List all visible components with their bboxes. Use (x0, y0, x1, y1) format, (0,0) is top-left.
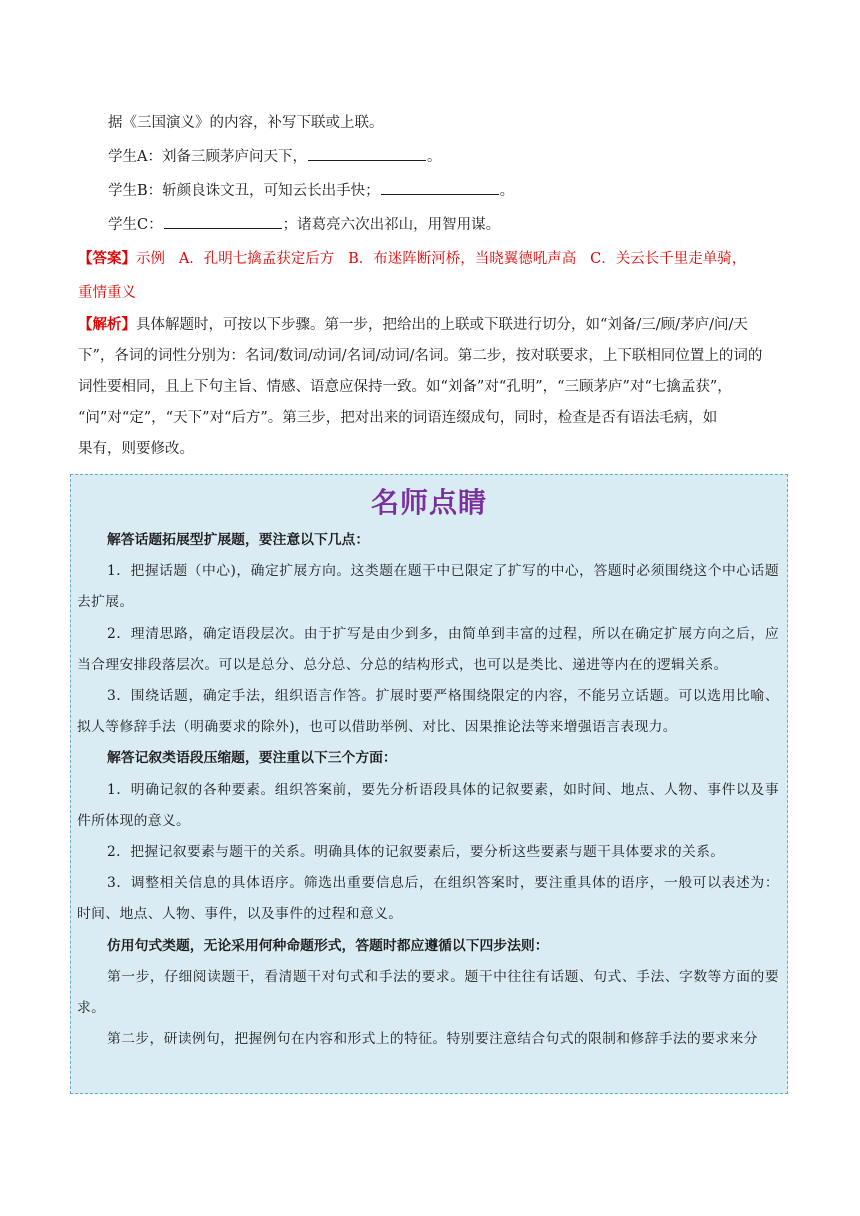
tips-heading: 解答话题拓展型扩展题，要注意以下几点： (107, 532, 370, 548)
analysis-line-3: 词性要相同，且上下句主旨、情感、语意应保持一致。如“刘备”对“孔明”，“三顾茅庐”对“七擒孟获”， (78, 379, 732, 395)
answer-line-1 (78, 242, 786, 276)
answer-tag: 【答案】 (78, 250, 136, 267)
student-b-end: 。 (499, 183, 515, 199)
tips-paragraph: 1．明确记叙的各种要素。组织答案前，要先分析语段具体的记叙要素，如时间、地点、人物、事件以及事件所体现的意义。 (77, 781, 779, 829)
analysis-tag: 【解析】 (78, 316, 136, 333)
student-c-text: 学生C： (108, 217, 163, 233)
tips-paragraph: 2．理清思路，确定语段层次。由于扩写是由少到多，由简单到丰富的过程，所以在确定扩展方向之后，应当合理安排段落层次。可以是总分、总分总、分总的结构形式，也可以是类比、递进等内在的逻辑关系。 (77, 625, 779, 673)
question-section (78, 106, 786, 465)
tips-paragraph: 第二步，研读例句，把握例句在内容和形式上的特征。特别要注意结合句式的限制和修辞手法的要求来分 (107, 1031, 758, 1048)
answer-blank (164, 214, 282, 229)
analysis-line-4: “问”对“定”，“天下”对“后方”。第三步，把对出来的词语连缀成句，同时，检查是否有语法毛病，如 (78, 410, 718, 426)
answer-text: 示例 A．孔明七擒孟获定后方 B．布迷阵断河桥，当晓翼德吼声高 C．关云长千里走单骑， (136, 251, 747, 267)
student-a-end: 。 (426, 149, 442, 165)
tips-paragraph: 3．围绕话题，确定手法，组织语言作答。扩展时要严格围绕限定的内容，不能另立话题。可以选用比喻、拟人等修辞手法（明确要求的除外)，也可以借助举例、对比、因果推论法等来增强语言表现力。 (77, 688, 779, 736)
student-c-end: ；诸葛亮六次出祁山，用智用谋。 (282, 217, 501, 233)
tips-heading: 解答记叙类语段压缩题，要注重以下三个方面： (107, 750, 397, 767)
tips-box-body (71, 525, 787, 1055)
tips-box-title: 名师点睛 (370, 486, 487, 519)
tips-paragraph: 1．把握话题（中心)，确定扩展方向。这类题在题干中已限定了扩写的中心，答题时必须围绕这个中心话题去扩展。 (77, 563, 779, 611)
tips-paragraph: 第一步，仔细阅读题干，看清题干对句式和手法的要求。题干中往往有话题、句式、手法、字数等方面的要求。 (77, 968, 779, 1017)
analysis-block (78, 309, 786, 465)
student-a-text: 学生A：刘备三顾茅庐问天下， (108, 149, 307, 165)
student-c-line (78, 208, 786, 242)
tips-box (70, 474, 788, 1094)
tips-paragraph: 2．把握记叙要素与题干的关系。明确具体的记叙要素后，要分析这些要素与题干具体要求的关系。 (107, 844, 725, 861)
tips-heading: 仿用句式类题，无论采用何种命题形式，答题时都应遵循以下四步法则： (107, 937, 549, 954)
student-b-line (78, 174, 786, 208)
question-intro: 据《三国演义》的内容，补写下联或上联。 (108, 115, 384, 131)
analysis-text-1: 具体解题时，可按以下步骤。第一步，把给出的上联或下联进行切分，如“刘备/三/顾/茅庐/问/天 (136, 317, 748, 333)
analysis-line-1 (78, 309, 786, 341)
analysis-line-2: 下”，各词的词性分别为：名词/数词/动词/名词/动词/名词。第二步，按对联要求，上下联相同位置上的词的 (78, 348, 763, 364)
answer-line-2: 重情重义 (78, 285, 136, 301)
analysis-line-5: 果有，则要修改。 (78, 441, 194, 457)
student-a-line (78, 140, 786, 174)
answer-blank (308, 146, 426, 161)
student-b-text: 学生B：斩颜良诛文丑，可知云长出手快； (108, 183, 380, 199)
answer-blank (381, 180, 499, 195)
tips-paragraph: 3．调整相关信息的具体语序。筛选出重要信息后，在组织答案时，要注重具体的语序，一般可以表述为：时间、地点、人物、事件，以及事件的过程和意义。 (77, 875, 779, 923)
